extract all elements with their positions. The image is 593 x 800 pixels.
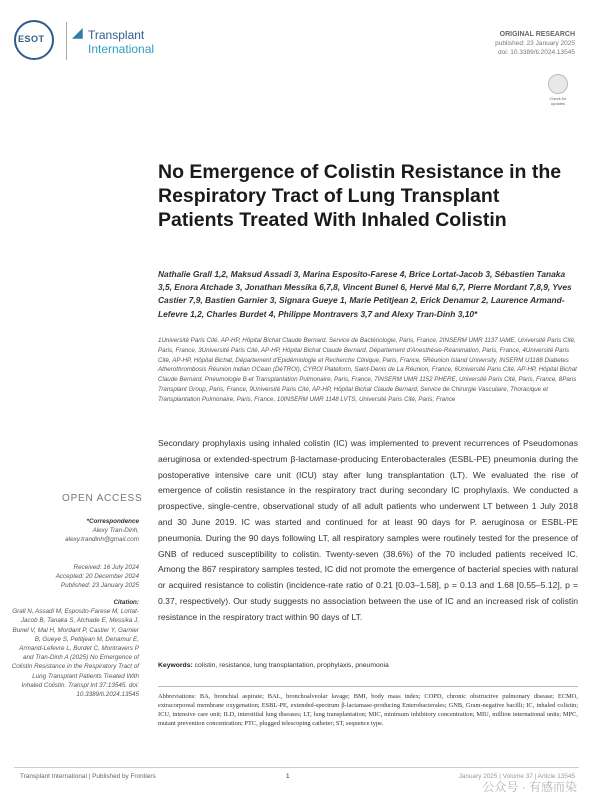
keywords-text: colistin, resistance, lung transplantation, prophylaxis, pneumonia: [194, 662, 389, 669]
esot-logo-text: ESOT: [18, 34, 45, 44]
watermark: 公众号 · 有感而染: [482, 780, 577, 794]
check-updates-label: Check for updates: [549, 96, 567, 106]
abstract: Secondary prophylaxis using inhaled colistin (IC) was implemented to prevent recurrences of Pseudomonas aeruginosa or extended-spectrum β-lactamase-producing Enterobacterales (ESBL-PE) pneumonia during the postoperative intensive care unit (ICU) stay after lung transplantation (LT). We evaluated the rise of emergence of colistin resistance in the respiratory tract during secondary IC prophylaxis. We conducted a prospective, single-centre, observational study of all adult patients who underwent LT between 1 July 2018 and 30 June 2019. IC was started and continued for at least 90 days for P. aeruginosa or ESBL-PE pneumonia. During the 90 days following LT, all respiratory samples were routinely tested for the presence of GNB of reduced susceptibility to colistin. Twenty-seven (38.6%) of the 70 included patients received IC. Among the 867 respiratory samples tested, IC did not promote the emergence of bacterial species with natural or acquired resistance to colistin (incidence-rate ratio of 0.21 [0.03–1.58], p = 0.13 and 1.68 [0.55–5.12], p = 0.37, respectively). Our study suggests no association between the use of IC and an increased risk of colistin resistance in the respiratory tract within 90 days of LT.: [158, 438, 578, 622]
journal-name-line2: International: [88, 42, 155, 56]
footer-journal: Transplant International | Published by Frontiers: [20, 773, 156, 780]
citation-block: [11, 598, 139, 699]
keywords: [158, 662, 578, 669]
journal-name-line1: Transplant: [88, 28, 145, 42]
correspondence-name: Alexy Tran-Dinh,: [92, 527, 139, 535]
check-for-updates-badge[interactable]: [545, 74, 571, 106]
logo-divider: [66, 22, 67, 60]
citation-text: Grall N, Assadi M, Esposito-Farese M, Lortat-Jacob B, Tanaka S, Atchade E, Messika J, Bunel V, Mal H, Mordant P, Castier Y, Garnier B, Gueye S, Petitjean M, Denamur E, Armand-Lefevre L, Burdet C, Montravers P and Tran-Dinh A (2025) No Emergence of Colistin Resistance in the Respiratory Tract of Lung Transplant Patients Treated With Inhaled Colistin. Transpl Int 37:13545. doi: 10.3389/ti.2024.13545: [11, 608, 139, 699]
article-type: ORIGINAL RESEARCH: [499, 31, 575, 38]
author-list: Nathalie Grall 1,2, Maksud Assadi 3, Marina Esposito-Farese 4, Brice Lortat-Jacob 3, Sébastien Tanaka 3,5, Enora Atchade 3, Jonathan Messika 6,7,8, Vincent Bunel 6, Hervé Mal 6,7, Pierre Mordant 7,8,9, Yves Castier 7,9, Bastien Garnier 3, Signara Gueye 1, Marie Petitjean 2, Erick Denamur 2, Laurence Armand-Lefevre 1,2, Charles Burdet 4, Philippe Montravers 3,7 and Alexy Tran-Dinh 3,10*: [158, 269, 572, 319]
journal-mark-icon: ◢: [72, 24, 83, 40]
check-updates-icon: [548, 74, 568, 94]
journal-logo: [14, 20, 194, 64]
footer-volume: January 2025 | Volume 37 | Article 13545: [458, 773, 575, 780]
correspondence-email[interactable]: alexy.trandinh@gmail.com: [65, 536, 139, 544]
article-title: No Emergence of Colistin Resistance in the Respiratory Tract of Lung Transplant Patients Treated With Inhaled Colistin: [158, 161, 562, 231]
published-date: published: 23 January 2025: [495, 40, 575, 47]
abbreviations-divider: [158, 686, 578, 687]
footer-divider: [14, 767, 579, 768]
published-date-sidebar: Published: 23 January 2025: [60, 582, 139, 590]
received-date: Received: 16 July 2024: [73, 564, 139, 571]
article-dates: [56, 563, 139, 591]
correspondence-label: *Correspondence: [86, 518, 139, 525]
citation-label: Citation:: [113, 599, 139, 606]
article-meta: [495, 30, 575, 57]
page-number: 1: [286, 773, 290, 780]
keywords-label: Keywords:: [158, 662, 193, 669]
article-doi[interactable]: doi: 10.3389/ti.2024.13545: [498, 49, 575, 56]
correspondence: [65, 517, 139, 545]
open-access-label: OPEN ACCESS: [62, 493, 143, 504]
affiliations: 1Université Paris Cité, AP-HP, Hôpital Bichat Claude Bernard, Service de Bactériologie, Paris, France, 2INSERM UMR 1137 IAME, Université Paris Cité, Paris, France, 3Université Paris Cité, AP-HP, Hôpital Bichat Claude Bernard, Département d'Anesthésie-Réanimation, Paris, France, 4Université Paris Cité, AP-HP, Hôpital Bichat, Département d'Epidémiologie et Recherche Clinique, Paris, France, 5Réunion Island University, INSERM U1188 Diabetes Atherothrombosis Réunion Indian OCean (DéTROI), CYROI Plateform, Saint-Denis de La Réunion, France, 6Université Paris Cité, AP-HP, Hôpital Bichat Claude Bernard, Pneumologie B et Transplantation Pulmonaire, Paris, France, 7INSERM UMR 1152 PHERE, Université Paris Cité, Paris, France, 8Paris Transplant Group, Paris, France, 9Université Paris Cité, AP-HP, Hôpital Bichat Claude Bernard, Service de Chirurgie Vasculaire, Thoracique et Transplantation Pulmonaire, Paris, France, 10INSERM UMR 1148 LVTS, Université Paris Cité, Paris, France: [158, 337, 577, 403]
abbreviations: Abbreviations: BA, bronchial aspirate; BAL, bronchoalveolar lavage; BMI, body mass index; COPD, chronic obstructive pulmonary disease; ECMO, extracorporeal membrane oxygenation; ESBL-PE, extended-spectrum β-lactamase-producing Enterobacterales; GNB, Gram-negative bacilli; IC, inhaled colistin; ICU, intensive care unit; ILD, interstitial lung diseases; LT, lung transplantation; MIC, minimum inhibitory concentration; MIU, million international units; MPC, mutant prevention concentration; PTC, plugged telescoping catheter; ST, sequence type.: [158, 693, 578, 728]
accepted-date: Accepted: 20 December 2024: [55, 573, 139, 581]
